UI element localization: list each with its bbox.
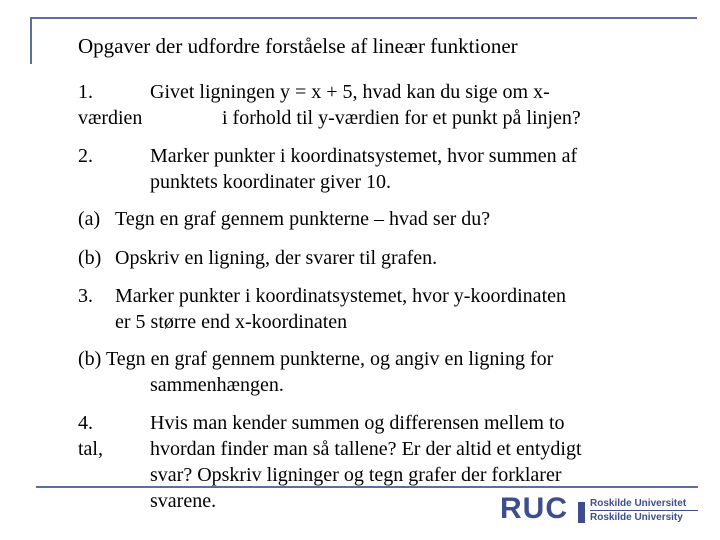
q1-number: 1. [78, 81, 93, 103]
qa-text: Tegn en graf gennem punkterne – hvad ser du? [115, 208, 491, 230]
q2-number: 2. [78, 145, 93, 167]
q2-line-2: punktets koordinater giver 10. [150, 171, 392, 193]
q4-number-cont: tal, [78, 438, 103, 460]
q4-line-2: hvordan finder man så tallene? Er der altid et entydigt [150, 438, 582, 460]
qa-label: (a) [78, 208, 101, 230]
ruc-logo-rule [590, 510, 698, 511]
q4-line-4: svarene. [150, 490, 217, 512]
slide-title: Opgaver der udfordre forståelse af lineær funktioner [78, 34, 518, 58]
q3-line-1: Marker punkter i koordinatsystemet, hvor y-koordinaten [115, 285, 566, 307]
q2-line-1: Marker punkter i koordinatsystemet, hvor summen af [150, 145, 578, 167]
qb-text: Opskriv en ligning, der svarer til grafen. [115, 247, 438, 269]
q4-line-1: Hvis man kender summen og differensen mellem to [150, 412, 565, 434]
q1-line-2b: i forhold til y-værdien for et punkt på linjen? [222, 107, 581, 129]
ruc-logo-english: Roskilde University [590, 512, 683, 523]
ruc-logo-bar [578, 502, 585, 523]
q3-line-2: er 5 større end x-koordinaten [115, 311, 348, 333]
q4-line-3: svar? Opskriv ligninger og tegn grafer der forklarer [150, 464, 562, 486]
q3b-line-1: (b) Tegn en graf gennem punkterne, og angiv en ligning for [78, 348, 554, 370]
ruc-logo-danish: Roskilde Universitet [590, 498, 687, 509]
ruc-logo-mark: RUC [500, 492, 568, 525]
q3-number: 3. [78, 285, 93, 307]
ruc-logo [500, 492, 710, 526]
qb-label: (b) [78, 247, 102, 269]
q1-line-1: Givet ligningen y = x + 5, hvad kan du sige om x- [150, 81, 550, 103]
q3b-line-2: sammenhængen. [150, 374, 284, 396]
q1-line-2a: værdien [78, 107, 143, 129]
frame-top-line [30, 17, 697, 19]
frame-left-line [30, 17, 32, 64]
q4-number: 4. [78, 412, 93, 434]
